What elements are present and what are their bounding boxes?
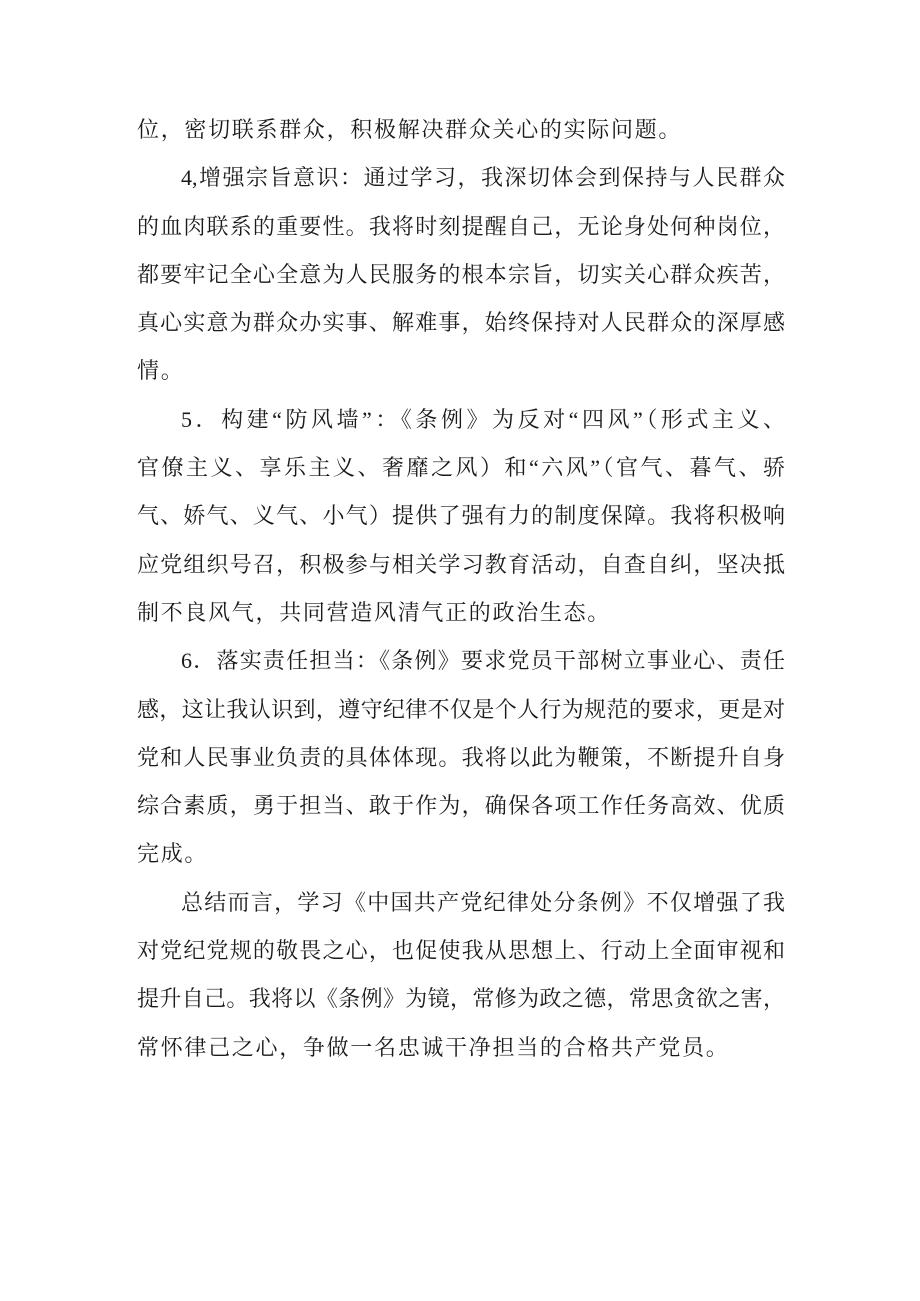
text-line: 都要牢记全心全意为人民服务的根本宗旨，切实关心群众疾苦， <box>137 261 785 287</box>
text-line: 6．落实责任担当：《条例》要求党员干部树立事业心、责任 <box>181 648 785 674</box>
text-line: 常怀律己之心，争做一名忠诚干净担当的合格共产党员。 <box>137 1034 730 1060</box>
text-line: 总结而言，学习《中国共产党纪律处分条例》不仅增强了我 <box>181 889 785 915</box>
text-line: 完成。 <box>137 841 209 867</box>
text-line: 4,增强宗旨意识：通过学习，我深切体会到保持与人民群众 <box>181 165 785 191</box>
text-line: 制不良风气，共同营造风清气正的政治生态。 <box>137 599 612 625</box>
text-line: 5．构建“防风墙”：《条例》为反对“四风”（形式主义、 <box>181 406 785 432</box>
paragraph-summary <box>137 879 785 1072</box>
paragraph-item-6 <box>137 637 785 878</box>
text-line: 官僚主义、享乐主义、奢靡之风）和“六风”（官气、暮气、骄 <box>137 455 785 481</box>
paragraph-item-5 <box>137 396 785 637</box>
document-body <box>137 106 785 1072</box>
text-line: 应党组织号召，积极参与相关学习教育活动，自查自纠，坚决抵 <box>137 551 785 577</box>
text-line: 的血肉联系的重要性。我将时刻提醒自己，无论身处何种岗位， <box>137 213 785 239</box>
text-line: 气、娇气、义气、小气）提供了强有力的制度保障。我将积极响 <box>137 503 785 529</box>
paragraph-item-4 <box>137 154 785 395</box>
text-line: 感，这让我认识到，遵守纪律不仅是个人行为规范的要求，更是对 <box>137 696 785 722</box>
text-line: 提升自己。我将以《条例》为镜，常修为政之德，常思贪欲之害， <box>137 986 785 1012</box>
paragraph-continuation <box>137 106 785 154</box>
text-line: 情。 <box>137 358 185 384</box>
text-line: 位，密切联系群众，积极解决群众关心的实际问题。 <box>137 117 683 142</box>
text-line: 真心实意为群众办实事、解难事，始终保持对人民群众的深厚感 <box>137 310 785 336</box>
text-line: 综合素质，勇于担当、敢于作为，确保各项工作任务高效、优质 <box>137 793 785 819</box>
text-line: 对党纪党规的敬畏之心，也促使我从思想上、行动上全面审视和 <box>137 938 785 964</box>
text-line: 党和人民事业负责的具体体现。我将以此为鞭策，不断提升自身 <box>137 744 785 770</box>
